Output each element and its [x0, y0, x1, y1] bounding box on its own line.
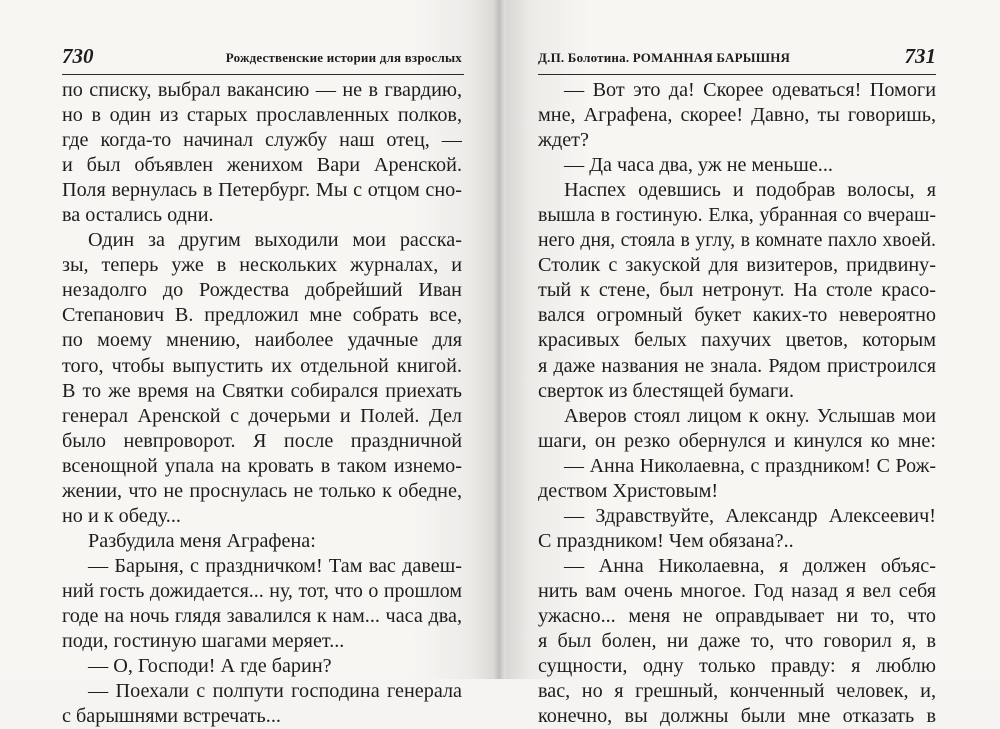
- text-line: конечно, вы должны были мне отказать в: [538, 705, 936, 728]
- text-line: — Да часа два, уж не меньше...: [564, 154, 833, 177]
- text-line: сущности, одну только правду: я люблю: [538, 655, 936, 678]
- text-line: него дня, стояла в углу, в комнате пахло хвоей.: [538, 229, 936, 252]
- left-running-head-title: Рождественские истории для взрослых: [225, 50, 462, 65]
- text-line: — Анна Николаевна, с праздником! С Рож-: [564, 454, 936, 477]
- text-line: было невпроворот. Я после праздничной: [62, 429, 462, 452]
- text-line: зы, теперь уже в нескольких журналах, и: [62, 254, 462, 277]
- text-line: Поля вернулась в Петербург. Мы с отцом сно-: [62, 179, 462, 202]
- right-running-head: [538, 44, 936, 70]
- text-line: но в один из старых прославленных полков,: [62, 104, 462, 127]
- left-body-text: [62, 78, 462, 729]
- right-page: [500, 0, 1000, 728]
- text-line: по моему мнению, наиболее удачные для: [62, 329, 462, 352]
- text-line: сверток из блестящей бумаги.: [538, 379, 795, 402]
- text-line: но и к обеду...: [62, 504, 181, 527]
- text-line: шаги, он резко обернулся и кинулся ко мне:: [538, 429, 936, 452]
- text-line: — Здравствуйте, Александр Алексеевич!: [564, 504, 936, 527]
- text-line: ждет?: [538, 129, 589, 152]
- text-line: — Вот это да! Скорее одеваться! Помоги: [564, 79, 936, 101]
- text-line: ва остались одни.: [62, 204, 214, 227]
- text-line: Наспех одевшись и подобрав волосы, я: [564, 179, 936, 202]
- text-line: Аверов стоял лицом к окну. Услышав мои: [564, 404, 936, 427]
- text-line: я даже названия не знала. Рядом пристроился: [538, 354, 936, 377]
- text-line: красивых белых пахучих цветов, которым: [538, 329, 936, 352]
- left-page-number: 730: [62, 44, 94, 68]
- text-line: ужасно... меня не оправдывает ни то, что: [538, 604, 936, 627]
- text-line: незадолго до Рождества добрейший Иван: [62, 279, 462, 302]
- left-header-rule: [62, 74, 464, 75]
- text-line: где когда-то начинал службу наш отец, —: [62, 129, 462, 152]
- text-line: по списку, выбрал вакансию — не в гвардию,: [62, 79, 462, 101]
- text-line: нить вам очень многое. Год назад я вел себя: [538, 579, 936, 602]
- text-line: и был объявлен женихом Вари Аренской.: [62, 154, 462, 177]
- text-line: того, чтобы выпустить их отдельной книгой.: [62, 354, 462, 377]
- text-line: С праздником! Чем обязана?..: [538, 529, 794, 552]
- text-line: вышла в гостиную. Елка, убранная со вчераш-: [538, 204, 936, 227]
- text-line: Разбудила меня Аграфена:: [88, 529, 316, 552]
- text-line: я был болен, ни даже то, что говорил я, в: [538, 630, 936, 653]
- text-line: поди, гостиную шагами меряет...: [62, 630, 345, 653]
- text-line: вас, но я грешный, конченный человек, и,: [538, 680, 936, 703]
- left-running-head: [62, 44, 464, 70]
- text-line: генерал Аренской с дочерьми и Полей. Дел: [62, 404, 462, 427]
- book-gutter: [494, 0, 506, 679]
- text-line: Столик с закуской для визитеров, придвину-: [538, 254, 936, 277]
- text-line: жении, что не проснулась не только к обедне,: [62, 479, 462, 502]
- text-line: — Анна Николаевна, я должен объяс-: [564, 554, 936, 577]
- right-header-rule: [538, 74, 936, 75]
- text-line: вался огромный букет каких-то невероятно: [538, 304, 936, 327]
- text-line: В то же время на Святки собирался приехать: [62, 379, 462, 402]
- text-line: — Поехали с полпути господина генерала: [88, 680, 462, 703]
- text-line: Степанович В. предложил мне собрать все,: [62, 304, 462, 327]
- text-line: всенощной упала на кровать в таком изнемо-: [62, 454, 462, 477]
- right-page-number: 731: [904, 44, 936, 68]
- text-line: деством Христовым!: [538, 479, 719, 502]
- text-line: годе на ночь глядя завалился к нам... часа два,: [62, 604, 462, 627]
- text-line: с барышнями встречать...: [62, 705, 281, 728]
- text-line: мне, Аграфена, скорее! Давно, ты говоришь,: [538, 104, 936, 127]
- text-line: — О, Господи! А где барин?: [88, 655, 332, 678]
- left-page: [0, 0, 500, 728]
- text-line: ний гость дожидается... ну, тот, что о прошлом: [62, 579, 462, 602]
- text-line: тый к стене, был нетронут. На столе красо-: [538, 279, 936, 302]
- right-running-head-title: Д.П. Болотина. РОМАННАЯ БАРЫШНЯ: [538, 50, 791, 65]
- right-body-text: [538, 78, 936, 729]
- text-line: — Барыня, с праздничком! Там вас давеш-: [88, 554, 462, 577]
- text-line: Один за другим выходили мои расска-: [88, 229, 462, 252]
